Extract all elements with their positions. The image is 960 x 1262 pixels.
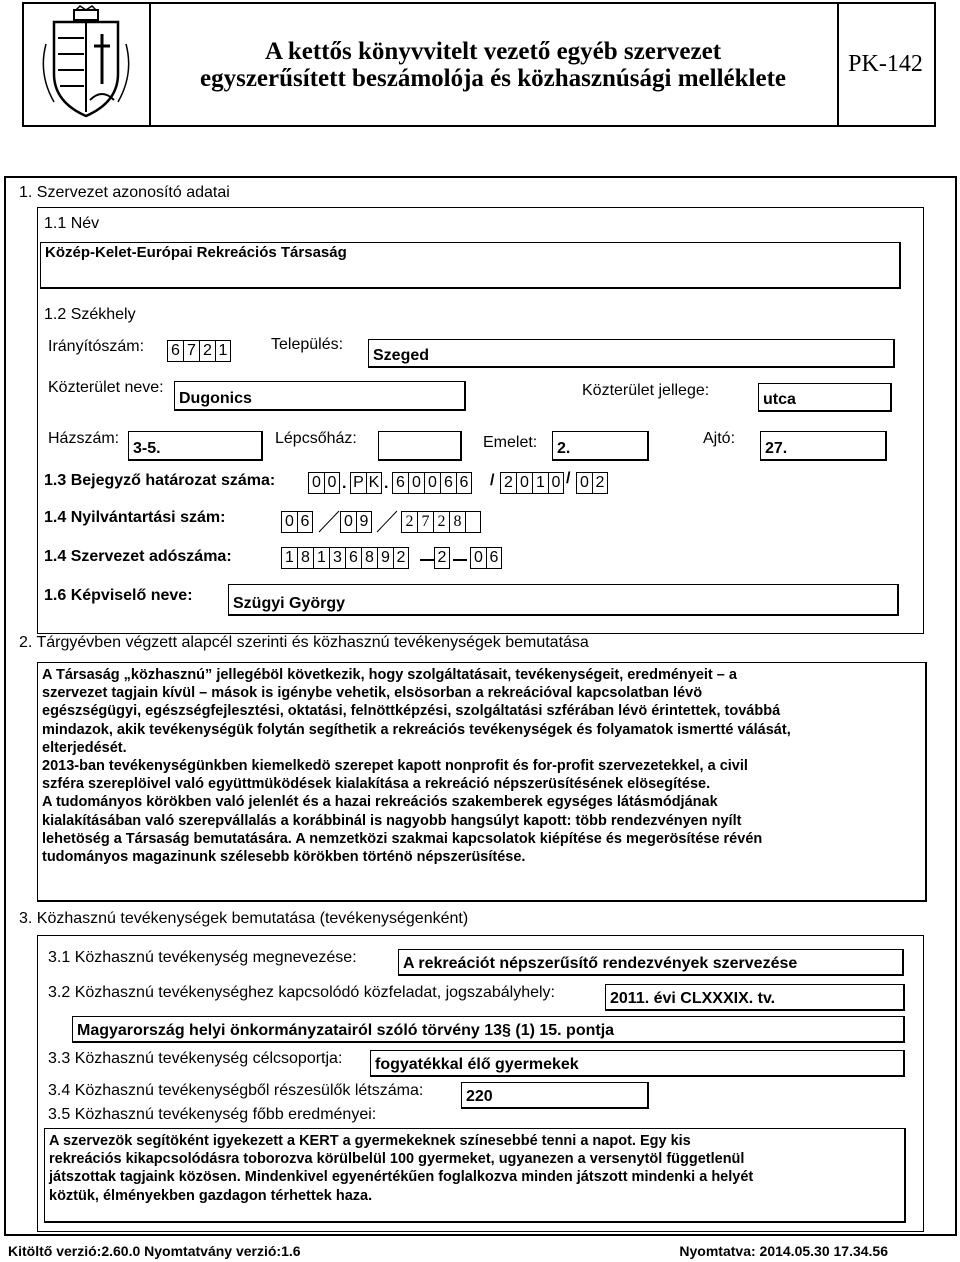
stair-label: Lépcsőház: xyxy=(275,430,357,447)
floor-label: Emelet: xyxy=(483,434,538,451)
reg-decision-char: 0 xyxy=(324,472,340,494)
task-field[interactable]: 2011. évi CLXXXIX. tv. xyxy=(605,984,905,1011)
section2-line: 2013-ban tevékenységünkben kiemelkedö szerepet kapott nonprofit és for-profit szervezetekkel, a civil xyxy=(42,758,748,775)
reg-decision-char: K xyxy=(366,472,382,494)
reg-decision-char: 2 xyxy=(500,472,516,494)
reg-decision-char: P xyxy=(350,472,366,494)
door-field[interactable]: 27. xyxy=(760,431,887,461)
reg-decision-char: 0 xyxy=(516,472,532,494)
tax-digit: 8 xyxy=(297,547,313,569)
section2-line: szféra szereplöivel való együttmüködések kialakítása a rekreáció népszerüsítésének elösegítése. xyxy=(42,776,711,793)
activity-field[interactable]: A rekreációt népszerűsítő rendezvények szervezése xyxy=(398,949,904,976)
target-label: 3.3 Közhasznú tevékenység célcsoportja: xyxy=(48,1050,343,1067)
name-field[interactable]: Közép-Kelet-Európai Rekreációs Társaság xyxy=(40,242,901,289)
tax-digit: 6 xyxy=(345,547,361,569)
street-field[interactable]: Dugonics xyxy=(174,381,466,411)
slash-divider-icon xyxy=(376,508,398,534)
reg-decision-char: 0 xyxy=(408,472,424,494)
street-label: Közterület neve: xyxy=(48,379,164,396)
street-type-label: Közterület jellege: xyxy=(582,382,710,399)
reg-decision-char: 0 xyxy=(548,472,564,494)
reg-decision-group-1[interactable] xyxy=(308,472,340,494)
tax-digit: 1 xyxy=(281,547,297,569)
reg-decision-dot: . xyxy=(342,475,347,492)
zip-digit: 7 xyxy=(183,340,199,362)
form-title xyxy=(149,4,839,125)
reg-decision-char: 0 xyxy=(424,472,440,494)
tax-digit: 3 xyxy=(329,547,345,569)
zip-digit: 1 xyxy=(215,340,231,362)
section2-line: elterjedését. xyxy=(42,739,127,756)
task-label: 3.2 Közhasznú tevékenységhez kapcsolódó közfeladat, jogszabályhely: xyxy=(48,984,555,1001)
reg-decision-char: 0 xyxy=(576,472,592,494)
form-code: PK-142 xyxy=(848,51,923,77)
tax-digit: 1 xyxy=(313,547,329,569)
results-line: játszottak tagjaink közösen. Mindenkivel egyenértékűen foglalkozva minden játszott mindenki a helyét xyxy=(49,1169,754,1186)
tax-group-3[interactable] xyxy=(470,547,502,569)
reg-decision-char: 1 xyxy=(532,472,548,494)
reg-decision-label: 1.3 Bejegyző határozat száma: xyxy=(44,472,276,489)
city-field[interactable]: Szeged xyxy=(368,339,895,368)
tax-digit: 2 xyxy=(434,547,450,569)
section2-line: egészségügyi, egészségfejlesztési, oktatási, felnöttképzési, szolgáltatási szférában lévö érintettek, továbbá xyxy=(42,703,781,720)
tax-group-2[interactable] xyxy=(434,547,450,569)
results-text-box[interactable] xyxy=(44,1128,906,1223)
form-title-line2: egyszerűsített beszámolója és közhasznúsági melléklete xyxy=(200,64,786,92)
section3-title: 3. Közhasznú tevékenységek bemutatása (tevékenységenként) xyxy=(19,910,469,927)
section1-title: 1. Szervezet azonosító adatai xyxy=(19,184,230,201)
reg-num-char: 2 xyxy=(433,511,449,533)
street-type-field[interactable]: utca xyxy=(758,383,892,412)
reg-num-label: 1.4 Nyilvántartási szám: xyxy=(44,509,226,526)
results-line: köztük, élményekben gazdagon térhettek haza. xyxy=(49,1187,373,1204)
target-field[interactable]: fogyatékkal élő gyermekek xyxy=(370,1050,905,1077)
tax-label: 1.4 Szervezet adószáma: xyxy=(44,548,232,565)
zip-label: Irányítószám: xyxy=(48,338,145,355)
reg-decision-slash: / xyxy=(490,472,495,489)
slash-divider-icon xyxy=(318,508,340,534)
form-title-line1: A kettős könyvvitelt vezető egyéb szervezet xyxy=(264,37,722,65)
form-header xyxy=(22,2,936,127)
results-line: rekreációs kikapcsolódásra toborozva körülbelül 100 gyermeket, ugyanezen a versenytöl függetlenül xyxy=(49,1151,745,1168)
activity-label: 3.1 Közhasznú tevékenység megnevezése: xyxy=(48,949,357,966)
section2-line: kialakításában való szerepvállalás a korábbinál is nagyobb hangsúlyt kapott: több rendezvényen nyílt xyxy=(42,812,742,829)
reg-num-char: 2 xyxy=(401,511,417,533)
participants-field[interactable]: 220 xyxy=(461,1082,649,1109)
stair-field[interactable] xyxy=(378,431,462,461)
participants-label: 3.4 Közhasznú tevékenységből részesülők létszáma: xyxy=(48,1082,424,1099)
reg-decision-slash: / xyxy=(566,470,571,487)
results-label: 3.5 Közhasznú tevékenység főbb eredményei: xyxy=(48,1106,377,1123)
reg-decision-char: 0 xyxy=(308,472,324,494)
footer-version: Kitöltő verzió:2.60.0 Nyomtatvány verzió:1.6 xyxy=(8,1243,301,1259)
reg-num-char xyxy=(465,511,481,533)
reg-decision-dot: . xyxy=(384,475,389,492)
section2-line: szervezet tagjain kívül – mások is igénybe vehetik, elsösorban a rekreációval kapcsolatban lévö xyxy=(42,685,703,702)
reg-num-char: 7 xyxy=(417,511,433,533)
reg-decision-group-4[interactable] xyxy=(500,472,564,494)
reg-num-group-3[interactable] xyxy=(401,511,481,533)
reg-decision-char: 6 xyxy=(440,472,456,494)
tax-digit: 9 xyxy=(377,547,393,569)
city-label: Település: xyxy=(271,336,344,353)
reg-num-char: 9 xyxy=(356,511,372,533)
reg-num-char: 0 xyxy=(281,511,297,533)
reg-decision-group-3[interactable] xyxy=(392,472,472,494)
results-line: A szervezök segítöként igyekezett a KERT a gyermekeknek színesebbé tenni a napot. Egy kis xyxy=(49,1133,691,1149)
tax-digit: 0 xyxy=(470,547,486,569)
reg-decision-char: 6 xyxy=(392,472,408,494)
name-label: 1.1 Név xyxy=(44,215,100,232)
section2-line: lehetöség a Társaság bemutatására. A nemzetközi szakmai kapcsolatok kiépítése és megerösítése révén xyxy=(42,830,763,847)
reg-decision-group-5[interactable] xyxy=(576,472,608,494)
coat-of-arms-logo xyxy=(24,4,151,125)
rep-label: 1.6 Képviselő neve: xyxy=(44,587,193,604)
floor-field[interactable]: 2. xyxy=(552,431,649,461)
reg-num-char: 0 xyxy=(340,511,356,533)
section2-line: tudományos magazinunk szélesebb körökben történö népszerüsítése. xyxy=(42,849,526,866)
zip-digit: 2 xyxy=(199,340,215,362)
house-field[interactable]: 3-5. xyxy=(128,431,263,461)
tax-digit: 8 xyxy=(361,547,377,569)
door-label: Ajtó: xyxy=(703,430,736,447)
section2-line: A Társaság „közhasznú” jellegéböl következik, hogy szolgáltatásait, tevékenységeit, eredményeit – a xyxy=(42,667,737,683)
zip-digit: 6 xyxy=(167,340,183,362)
tax-dash xyxy=(420,559,434,561)
section2-title: 2. Tárgyévben végzett alapcél szerinti és közhasznú tevékenységek bemutatása xyxy=(19,634,589,651)
seat-label: 1.2 Székhely xyxy=(44,306,136,323)
reg-decision-char: 2 xyxy=(592,472,608,494)
section2-text-box[interactable] xyxy=(37,662,927,902)
law-field[interactable]: Magyarország helyi önkormányzatairól szóló törvény 13§ (1) 15. pontja xyxy=(72,1016,905,1043)
footer-printed: Nyomtatva: 2014.05.30 17.34.56 xyxy=(679,1243,888,1259)
reg-num-char: 6 xyxy=(297,511,313,533)
tax-digit: 6 xyxy=(486,547,502,569)
tax-group-1[interactable] xyxy=(281,547,409,569)
reg-num-group-2[interactable] xyxy=(340,511,372,533)
reg-decision-group-2[interactable] xyxy=(350,472,382,494)
zip-field[interactable] xyxy=(167,340,231,362)
coat-of-arms-icon xyxy=(24,4,149,125)
rep-field[interactable]: Szügyi György xyxy=(228,584,899,616)
section2-line: A tudományos körökben való jelenlét és a hazai rekreációs szakemberek egységes látásmódjának xyxy=(42,794,718,811)
reg-num-group-1[interactable] xyxy=(281,511,313,533)
section2-line: mindazok, akik tevékenységük folytán segíthetik a rekreációs tevékenységek és folyamatok ismertté válását, xyxy=(42,721,791,738)
reg-decision-char: 6 xyxy=(456,472,472,494)
house-label: Házszám: xyxy=(48,430,120,447)
reg-num-char: 8 xyxy=(449,511,465,533)
tax-digit: 2 xyxy=(393,547,409,569)
tax-dash xyxy=(453,559,467,561)
